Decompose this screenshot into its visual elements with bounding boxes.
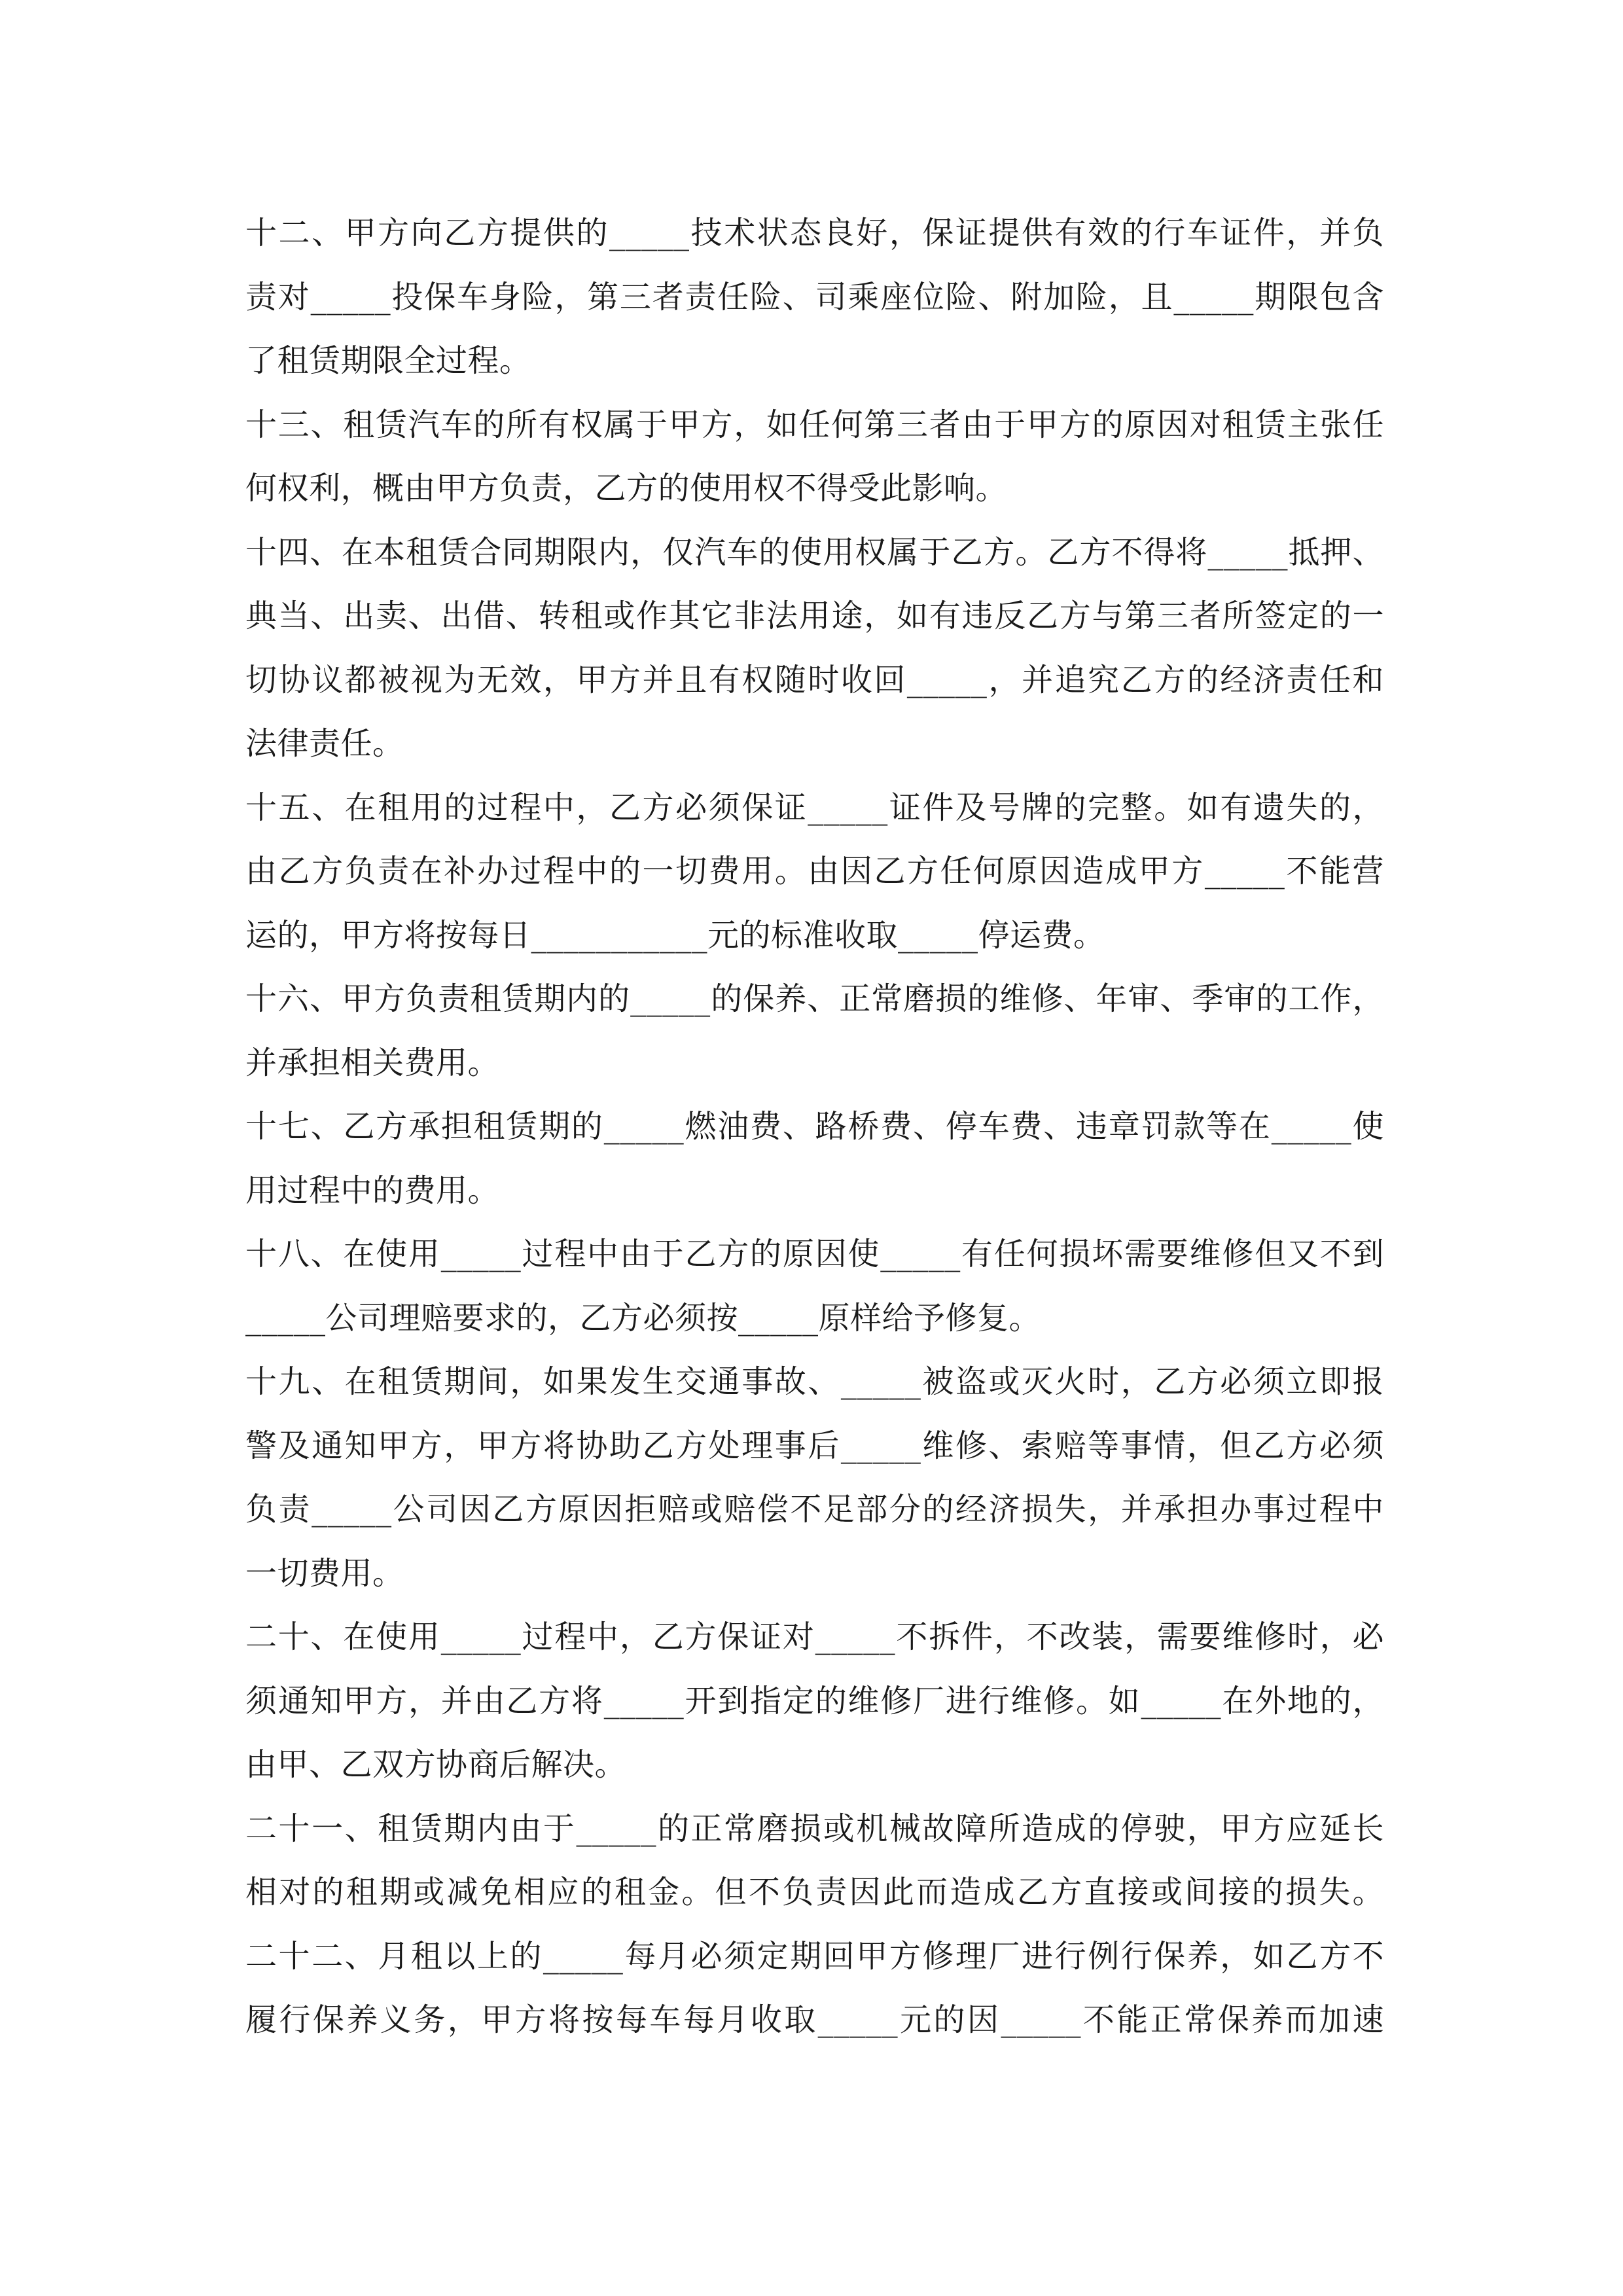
text-line: 十三、租赁汽车的所有权属于甲方，如任何第三者由于甲方的原因对租赁主张任 [245, 406, 1384, 443]
text-line: 法律责任。 [245, 725, 404, 762]
contract-body [245, 202, 1384, 2053]
text-line: 由甲、乙双方协商后解决。 [245, 1746, 627, 1783]
text-line: 负责_____公司因乙方原因拒赔或赔偿不足部分的经济损失，并承担办事过程中 [245, 1491, 1384, 1528]
text-line: 二十一、租赁期内由于_____的正常磨损或机械故障所造成的停驶，甲方应延长 [245, 1810, 1384, 1847]
text-line: 十九、在租赁期间，如果发生交通事故、_____被盗或灭火时，乙方必须立即报 [245, 1363, 1384, 1400]
text-line: 切协议都被视为无效，甲方并且有权随时收回_____，并追究乙方的经济责任和 [245, 661, 1384, 698]
text-line: 须通知甲方，并由乙方将_____开到指定的维修厂进行维修。如_____在外地的， [245, 1682, 1384, 1719]
text-line: 十八、在使用_____过程中由于乙方的原因使_____有任何损坏需要维修但又不到 [245, 1236, 1384, 1272]
text-line: 警及通知甲方，甲方将协助乙方处理事后_____维修、索赔等事情，但乙方必须 [245, 1427, 1384, 1464]
text-line: 由乙方负责在补办过程中的一切费用。由因乙方任何原因造成甲方_____不能营 [245, 853, 1384, 889]
text-line: 运的，甲方将按每日___________元的标准收取_____停运费。 [245, 916, 1105, 954]
text-line: 一切费用。 [245, 1554, 404, 1592]
text-line: 十五、在租用的过程中，乙方必须保证_____证件及号牌的完整。如有遗失的， [245, 789, 1384, 826]
text-line: _____公司理赔要求的，乙方必须按_____原样给予修复。 [245, 1299, 1041, 1336]
text-line: 相对的租期或减免相应的租金。但不负责因此而造成乙方直接或间接的损失。 [245, 1874, 1384, 1910]
text-line: 二十、在使用_____过程中，乙方保证对_____不拆件，不改装，需要维修时，必 [245, 1619, 1384, 1655]
text-line: 十六、甲方负责租赁期内的_____的保养、正常磨损的维修、年审、季审的工作， [245, 980, 1384, 1017]
text-line: 责对_____投保车身险，第三者责任险、司乘座位险、附加险，且_____期限包含 [245, 278, 1384, 315]
text-line: 何权利，概由甲方负责，乙方的使用权不得受此影响。 [245, 470, 1008, 507]
text-line: 并承担相关费用。 [245, 1044, 500, 1081]
text-line: 履行保养义务，甲方将按每车每月收取_____元的因_____不能正常保养而加速 [245, 2001, 1384, 2038]
text-line: 二十二、月租以上的_____每月必须定期回甲方修理厂进行例行保养，如乙方不 [245, 1937, 1384, 1975]
text-line: 十四、在本租赁合同期限内，仅汽车的使用权属于乙方。乙方不得将_____抵押、 [245, 533, 1384, 571]
text-line: 十二、甲方向乙方提供的_____技术状态良好，保证提供有效的行车证件，并负 [245, 215, 1384, 251]
text-line: 用过程中的费用。 [245, 1172, 500, 1209]
text-line: 典当、出卖、出借、转租或作其它非法用途，如有违反乙方与第三者所签定的一 [245, 598, 1384, 634]
text-line: 了租赁期限全过程。 [245, 342, 531, 379]
text-line: 十七、乙方承担租赁期的_____燃油费、路桥费、停车费、违章罚款等在_____使 [245, 1108, 1384, 1145]
